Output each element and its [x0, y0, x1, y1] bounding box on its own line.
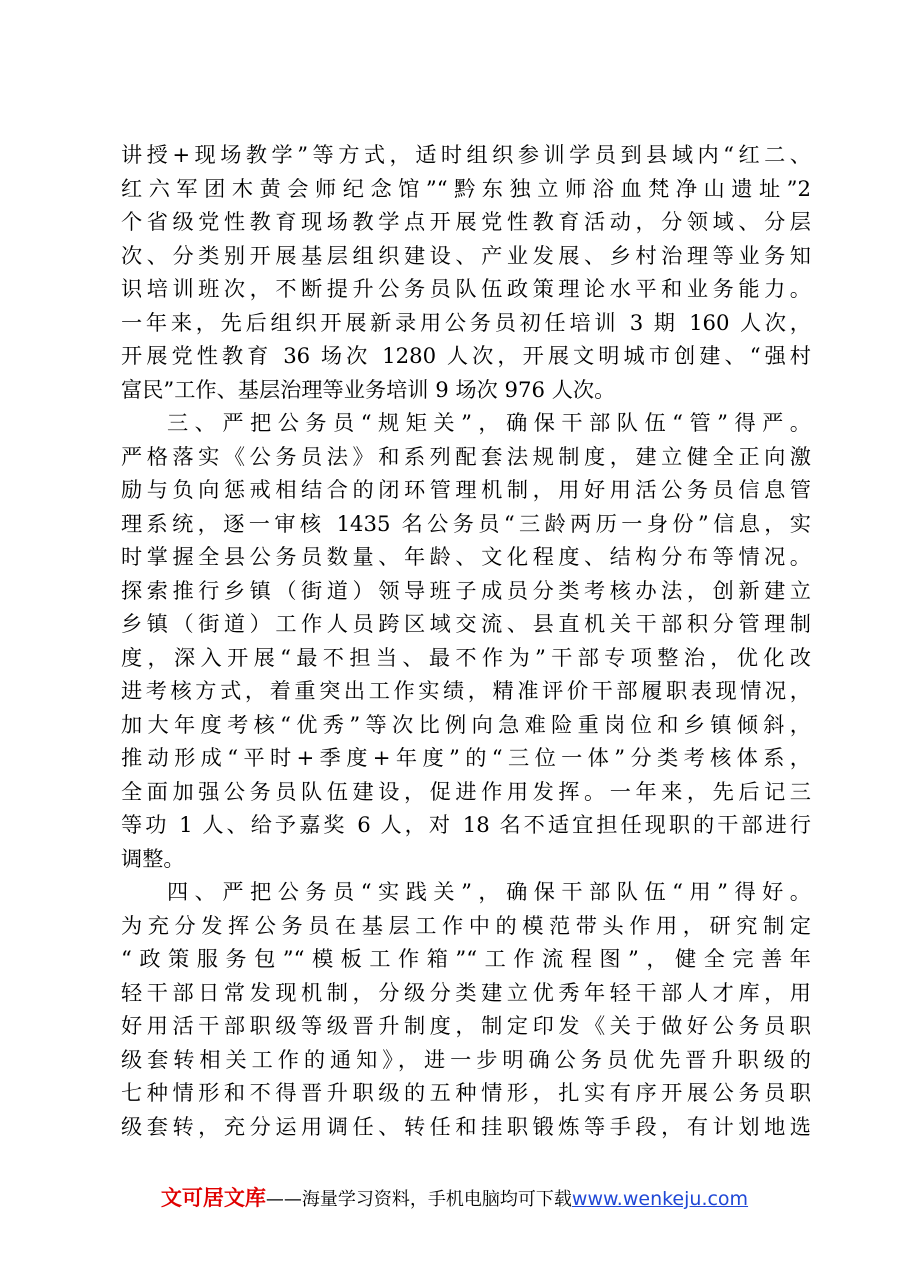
text-line: 乡镇（街道）工作人员跨区域交流、县直机关干部积分管理制	[121, 611, 811, 636]
text-line: 次、分类别开展基层组织建设、产业发展、乡村治理等业务知	[121, 242, 811, 268]
footer-site-link[interactable]: www.wenkeju.com	[571, 1188, 749, 1210]
footer-banner	[0, 1182, 909, 1212]
text-line: 励与负向惩戒相结合的闭环管理机制，用好用活公务员信息管	[121, 477, 811, 502]
text-line: 时掌握全县公务员数量、年龄、文化程度、结构分布等情况。	[121, 544, 811, 569]
text-line: 级套转相关工作的通知》，进一步明确公务员优先晋升职级的	[121, 1046, 811, 1072]
text-line: 等功 1 人、给予嘉奖 6 人，对 18 名不适宜担任现职的干部进行	[121, 812, 811, 837]
text-line: 全面加强公务员队伍建设，促进作用发挥。一年来，先后记三	[121, 778, 811, 804]
footer-tagline: ——海量学习资料，手机电脑均可下载	[265, 1189, 572, 1210]
text-line: 一年来，先后组织开展新录用公务员初任培训 3 期 160 人次，	[121, 309, 811, 335]
text-line: 红六军团木黄会师纪念馆”“黔东独立师浴血梵净山遗址”2	[121, 175, 811, 201]
text-line: 进考核方式，着重突出工作实绩，精准评价干部履职表现情况，	[121, 678, 811, 703]
text-line: 三、严把公务员“规矩关”，确保干部队伍“管”得严。	[167, 410, 811, 435]
text-line: 识培训班次，不断提升公务员队伍政策理论水平和业务能力。	[121, 276, 811, 301]
document-body	[121, 138, 811, 1143]
text-line: 好用活干部职级等级晋升制度，制定印发《关于做好公务员职	[121, 1013, 811, 1038]
text-line: “政策服务包”“模板工作箱”“工作流程图”，健全完善年	[121, 946, 811, 971]
text-line: 调整。	[121, 845, 185, 871]
text-line: 理系统，逐一审核 1435 名公务员“三龄两历一身份”信息，实	[121, 510, 811, 536]
text-line: 富民”工作、基层治理等业务培训 9 场次 976 人次。	[121, 376, 616, 402]
text-line: 加大年度考核“优秀”等次比例向急难险重岗位和乡镇倾斜，	[121, 711, 811, 737]
text-line: 探索推行乡镇（街道）领导班子成员分类考核办法，创新建立	[121, 577, 811, 603]
text-line: 开展党性教育 36 场次 1280 人次，开展文明城市创建、“强村	[121, 343, 811, 368]
text-line: 级套转，充分运用调任、转任和挂职锻炼等手段，有计划地选	[121, 1113, 811, 1139]
text-line: 个省级党性教育现场教学点开展党性教育活动，分领域、分层	[121, 209, 811, 234]
text-line: 轻干部日常发现机制，分级分类建立优秀年轻干部人才库，用	[121, 979, 811, 1005]
text-line: 推动形成“平时+季度+年度”的“三位一体”分类考核体系，	[121, 745, 811, 770]
text-line: 严格落实《公务员法》和系列配套法规制度，建立健全正向激	[121, 443, 811, 469]
text-line: 为充分发挥公务员在基层工作中的模范带头作用，研究制定	[121, 912, 811, 938]
text-line: 七种情形和不得晋升职级的五种情形，扎实有序开展公务员职	[121, 1080, 811, 1105]
footer-brand: 文可居文库	[160, 1186, 266, 1210]
text-line: 四、严把公务员“实践关”，确保干部队伍“用”得好。	[167, 879, 811, 904]
text-line: 讲授+现场教学”等方式，适时组织参训学员到县域内“红二、	[121, 142, 811, 167]
text-line: 度，深入开展“最不担当、最不作为”干部专项整治，优化改	[121, 644, 811, 670]
